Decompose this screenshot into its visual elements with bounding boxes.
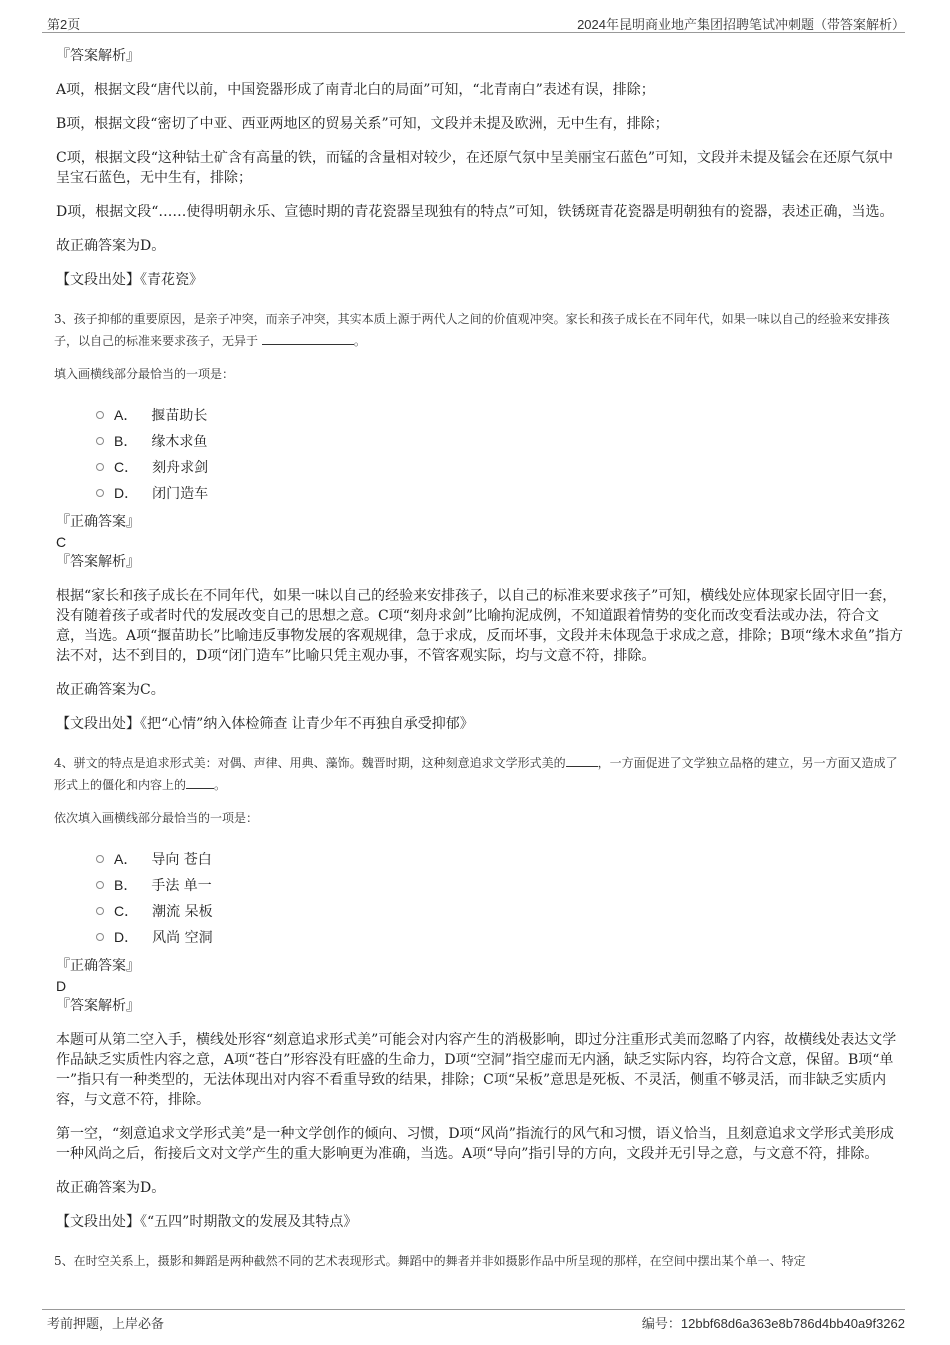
radio-icon[interactable] xyxy=(96,437,104,445)
document-title: 2024年昆明商业地产集团招聘笔试冲刺题（带答案解析） xyxy=(577,17,905,32)
question-stem: 5、在时空关系上，摄影和舞蹈是两种截然不同的艺术表现形式。舞蹈中的舞者并非如摄影作品中所呈现的那样，在空间中摆出某个单一、特定 xyxy=(54,1254,806,1268)
option-letter: D． xyxy=(114,929,139,945)
page-header xyxy=(0,0,950,34)
option-text: 缘木求鱼 xyxy=(151,434,208,450)
conclusion: 故正确答案为D。 xyxy=(56,238,166,254)
page-number: 第2页 xyxy=(47,17,81,32)
option-text: 刻舟求剑 xyxy=(152,460,209,476)
document-body xyxy=(56,46,906,1284)
option-b[interactable] xyxy=(96,428,906,454)
option-d[interactable] xyxy=(96,924,906,950)
analysis-paragraph: A项，根据文段“唐代以前，中国瓷器形成了南青北白的局面”可知，“北青南白”表述有误，排除； xyxy=(56,82,655,98)
option-text: 风尚 空洞 xyxy=(152,930,213,946)
analysis-label: 『答案解析』 xyxy=(56,998,140,1014)
fill-blank xyxy=(262,332,354,345)
option-a[interactable] xyxy=(96,402,906,428)
option-list xyxy=(96,402,906,506)
radio-icon[interactable] xyxy=(96,411,104,419)
fill-blank xyxy=(566,754,598,767)
analysis-paragraph: 第一空，“刻意追求文学形式美”是一种文学创作的倾向、习惯，D项“风尚”指流行的风气和习惯，语义恰当，且刻意追求文学形式美形成一种风尚之后，衔接后文对文学产生的重大影响更为准确，当选。A项“导向”指引导的方向，文段并无引导之意，与文意不符，排除。 xyxy=(56,1126,894,1162)
option-text: 潮流 呆板 xyxy=(152,904,213,920)
source-citation: 【文段出处】《青花瓷》 xyxy=(56,272,203,288)
question-text-end: 。 xyxy=(353,334,366,348)
option-letter: A． xyxy=(114,407,138,423)
option-text: 揠苗助长 xyxy=(151,408,208,424)
document-id: 编号：12bbf68d6a363e8b786d4bb40a9f3262 xyxy=(641,1316,905,1331)
option-a[interactable] xyxy=(96,846,906,872)
question-instruction: 依次填入画横线部分最恰当的一项是： xyxy=(54,811,259,825)
option-text: 导向 苍白 xyxy=(151,852,212,868)
analysis-paragraph: C项，根据文段“这种钴土矿含有高量的铁，而锰的含量相对较少，在还原气氛中呈美丽宝石蓝色”可知，文段并未提及锰会在还原气氛中呈宝石蓝色，无中生有，排除； xyxy=(56,150,894,186)
option-text: 闭门造车 xyxy=(152,486,209,502)
option-letter: C． xyxy=(114,459,139,475)
fill-blank xyxy=(186,776,214,789)
analysis-label: 『答案解析』 xyxy=(56,554,140,570)
correct-answer: D xyxy=(56,978,67,994)
analysis-label: 『答案解析』 xyxy=(56,48,140,64)
analysis-paragraph: B项，根据文段“密切了中亚、西亚两地区的贸易关系”可知，文段并未提及欧洲，无中生有，排除； xyxy=(56,116,669,132)
correct-answer: C xyxy=(56,534,67,550)
footer-slogan: 考前押题，上岸必备 xyxy=(47,1316,165,1331)
radio-icon[interactable] xyxy=(96,881,104,889)
footer-rule xyxy=(42,1309,905,1310)
question-text: 3、孩子抑郁的重要原因，是亲子冲突，而亲子冲突，其实本质上源于两代人之间的价值观冲突。家长和孩子成长在不同年代，如果一味以自己的经验来安排孩子，以自己的标准来要求孩子，无异于 xyxy=(54,312,890,348)
radio-icon[interactable] xyxy=(96,463,104,471)
header-rule xyxy=(42,32,905,33)
radio-icon[interactable] xyxy=(96,933,104,941)
option-c[interactable] xyxy=(96,898,906,924)
option-list xyxy=(96,846,906,950)
option-d[interactable] xyxy=(96,480,906,506)
question-stem xyxy=(54,752,906,796)
question-stem xyxy=(54,308,906,352)
conclusion: 故正确答案为D。 xyxy=(56,1180,166,1196)
page-footer xyxy=(0,1305,950,1345)
question-text: ，一方面促进了文学独立品格的建立，另一方面又造成了形式上的僵化和内容上的 xyxy=(54,756,898,792)
option-letter: B． xyxy=(114,433,138,449)
source-citation: 【文段出处】《“五四”时期散文的发展及其特点》 xyxy=(56,1214,358,1230)
analysis-paragraph: 根据“家长和孩子成长在不同年代，如果一味以自己的经验来安排孩子，以自己的标准来要求孩子”可知，横线处应体现家长固守旧一套，没有随着孩子或者时代的发展改变自己的思想之意。C项“刻舟求剑”比喻拘泥成例，不知道跟着情势的变化而改变看法或办法，符合文意，当选。A项“揠苗助长”比喻违反事物发展的客观规律，急于求成，反而坏事，文段并未体现急于求成之意，排除；B项“缘木求鱼”指方法不对，达不到目的，D项“闭门造车”比喻只凭主观办事，不管客观实际，均与文意不符，排除。 xyxy=(56,588,904,664)
conclusion: 故正确答案为C。 xyxy=(56,682,165,698)
option-letter: D． xyxy=(114,485,139,501)
answer-label: 『正确答案』 xyxy=(56,958,140,974)
option-text: 手法 单一 xyxy=(151,878,212,894)
question-text-end: 。 xyxy=(214,778,227,792)
question-text: 4、骈文的特点是追求形式美：对偶、声律、用典、藻饰。魏晋时期，这种刻意追求文学形式美的 xyxy=(54,756,566,770)
answer-label: 『正确答案』 xyxy=(56,514,140,530)
analysis-paragraph: 本题可从第二空入手，横线处形容“刻意追求形式美”可能会对内容产生的消极影响，即过分注重形式美而忽略了内容，故横线处表达文学作品缺乏实质性内容之意，A项“苍白”形容没有旺盛的生命力，D项“空洞”指空虚而无内涵，缺乏实际内容，均符合文意，保留。B项“单一”指只有一种类型的，无法体现出对内容不看重导致的结果，排除；C项“呆板”意思是死板、不灵活，侧重不够灵活，而非缺乏实质内容，与文意不符，排除。 xyxy=(56,1032,897,1108)
radio-icon[interactable] xyxy=(96,489,104,497)
option-letter: C． xyxy=(114,903,139,919)
source-citation: 【文段出处】《把“心情”纳入体检筛查 让青少年不再独自承受抑郁》 xyxy=(56,716,474,732)
analysis-paragraph: D项，根据文段“……使得明朝永乐、宣德时期的青花瓷器呈现独有的特点”可知，铁锈斑青花瓷器是明朝独有的瓷器，表述正确，当选。 xyxy=(56,204,894,220)
question-instruction: 填入画横线部分最恰当的一项是： xyxy=(54,367,235,381)
option-letter: A． xyxy=(114,851,138,867)
radio-icon[interactable] xyxy=(96,907,104,915)
option-c[interactable] xyxy=(96,454,906,480)
radio-icon[interactable] xyxy=(96,855,104,863)
option-letter: B． xyxy=(114,877,138,893)
option-b[interactable] xyxy=(96,872,906,898)
